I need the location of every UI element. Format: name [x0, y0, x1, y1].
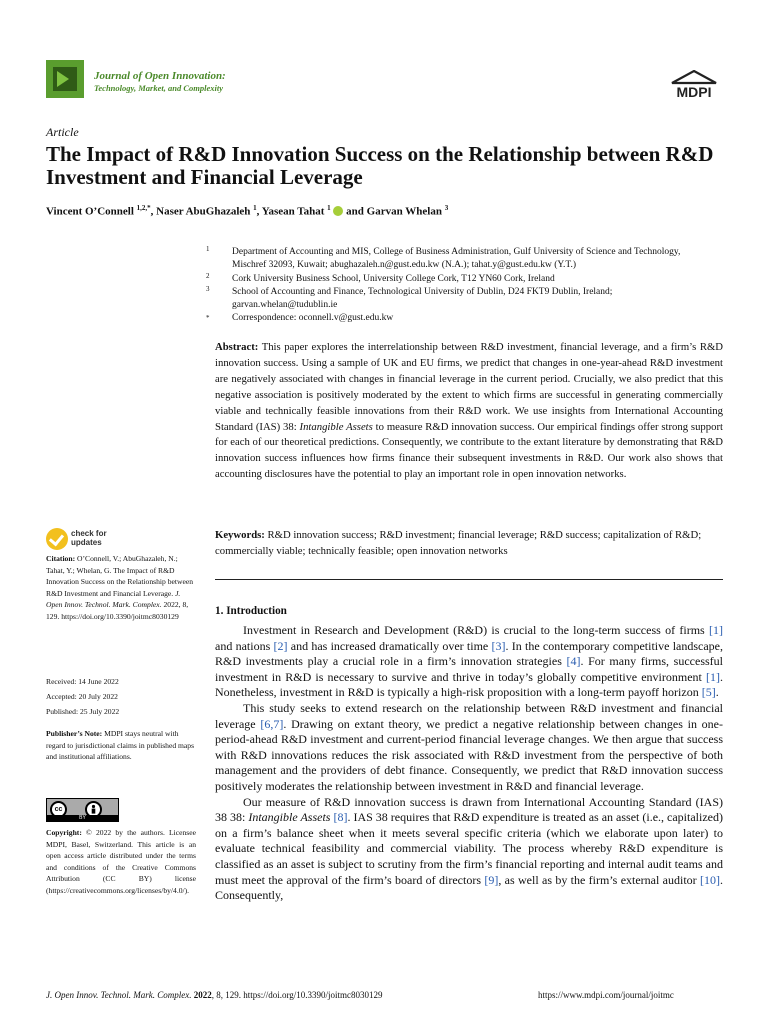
citation-link[interactable]: [1] — [706, 669, 720, 684]
footer-citation: J. Open Innov. Technol. Mark. Complex. 2022, 8, 129. https://doi.org/10.3390/joitmc8030129 — [46, 990, 383, 1000]
affiliation-item: 2 Cork University Business School, University College Cork, T12 YN60 Cork, Ireland — [206, 272, 555, 284]
author-name[interactable]: Garvan Whelan — [366, 205, 442, 218]
citation-doi-link[interactable]: 2022, 8, 129. https://doi.org/10.3390/joitmc8030129 — [46, 600, 189, 621]
affiliation-item: 3 School of Accounting and Finance, Technological University of Dublin, D24 FKT9 Dublin, Ireland; garvan.whelan@tudublin.ie — [206, 285, 613, 310]
citation-link[interactable]: [2] — [273, 638, 288, 653]
author-list: Vincent O’Connell $^{1,2,*}$, Naser AbuGhazaleh $^1$, Yasean Tahat $^1$ and Garvan Whelan $^3$ — [46, 204, 449, 218]
citation-link[interactable]: [8] — [333, 810, 348, 825]
orcid-icon[interactable] — [333, 206, 343, 216]
author-affiliation-mark: 1,2,* — [136, 204, 151, 212]
copyright-block: Copyright: © 2022 by the authors. Licensee MDPI, Basel, Switzerland. This article is an open access article distributed under the terms and conditions of the Creative Commons Attribution (CC BY) license (https://creativecommons.org/licenses/by/4.0/). — [46, 828, 196, 895]
author-name[interactable]: Vincent O’Connell — [46, 205, 134, 218]
citation-link[interactable]: [3] — [491, 638, 506, 653]
section-divider — [215, 579, 723, 580]
citation-link[interactable]: [6,7] — [260, 716, 284, 731]
paragraph: Investment in Research and Development (R&D) is crucial to the long-term success of firms [1] and nations [2] and has increased dramatically over time [3]. In the contemporary competitive landscape, R&D investments play a crucial role in a firm’s innovation strategies [4]. For many firms, successful investment in R&D is necessary to survive and thrive in today’s globally competitive environment [1]. Nonetheless, investment in R&D is typically a high-risk proposition with a long-term payoff horizon [5]. — [215, 623, 723, 700]
citation-link[interactable]: [10] — [700, 872, 721, 887]
citation-block: Citation: O’Connell, V.; AbuGhazaleh, N.; Tahat, Y.; Whelan, G. The Impact of R&D Innovation Success on the Relationship between R&D Investment and Financial Leverage. J. Open Innov. Technol. Mark. Complex. 2022, 8, 129. https://doi.org/10.3390/joitmc8030129 — [46, 554, 193, 621]
author-name[interactable]: Yasean Tahat — [261, 205, 325, 218]
publisher-note: Publisher’s Note: MDPI stays neutral with regard to jurisdictional claims in published maps and institutional affiliations. — [46, 729, 195, 762]
author-affiliation-mark: 3 — [444, 204, 449, 212]
author-affiliation-mark: 1 — [253, 204, 257, 212]
cc-license-badge[interactable]: cc BY — [46, 798, 119, 822]
paragraph: Our measure of R&D innovation success is drawn from International Accounting Standard (IAS) 38 38: Intangible Assets [8]. IAS 38 requires that R&D expenditure is treated as an asset (i.e., capitalized) on a firm’s balance sheet when it meets several specific criteria (which we elaborate upon later) to evaluate technical feasibility and commercial viability. The process whereby R&D expenditure is classified as an asset is subject to scrutiny from the firm’s financial reporting and internal audit teams and must meet the approval of the firm’s board of directors [9], as well as by the firm’s external auditor [10]. Consequently, — [215, 794, 724, 903]
mdpi-logo — [666, 70, 722, 100]
keywords-label: Keywords: — [215, 529, 265, 541]
check-icon — [46, 528, 68, 550]
journal-name: Journal of Open Innovation: — [94, 70, 226, 82]
affiliation-item: 1 Department of Accounting and MIS, College of Business Administration, Gulf University of Science and Technology, Mischref 32093, Kuwait; abughazaleh.n@gust.edu.kw (N.A.); tahat.y@gust.edu.kw (Y.T.) — [206, 245, 681, 270]
article-title: The Impact of R&D Innovation Success on the Relationship between R&D Investment and Financial Leverage — [46, 142, 714, 189]
introduction-body — [215, 623, 723, 904]
citation-link[interactable]: [1] — [709, 623, 723, 637]
article-type: Article — [46, 125, 79, 139]
citation-link[interactable]: [4] — [566, 654, 581, 669]
citation-link[interactable]: [9] — [484, 872, 499, 887]
published-date: Published: 25 July 2022 — [46, 707, 120, 716]
creative-commons-icon: cc — [50, 801, 67, 818]
abstract-label: Abstract: — [215, 341, 259, 353]
svg-text:MDPI: MDPI — [676, 84, 712, 100]
abstract: Abstract: This paper explores the interrelationship between R&D investment, financial leverage, and a firm’s R&D innovation success. Using a sample of UK and EU firms, we predict that changes in one-year-ahead R&D investment are negatively associated with changes in financial leverage in the current period. Crucially, we also predict that this negative association is positively moderated by the extent to which firms are successful in generating commercially viable and technically feasible innovations from their R&D work. We use insights from International Accounting Standard (IAS) 38: Intangible Assets to measure R&D innovation success. Our empirical findings offer strong support for each of our theoretical predictions. Consequently, we contribute to the extant literature by demonstrating that R&D innovation success influences how firms finance their subsequent investments in R&D. Our work also shows that accounting disclosures have the potential to play an important role in open innovation networks. — [215, 341, 723, 481]
keywords: Keywords: R&D innovation success; R&D investment; financial leverage; R&D success; capitalization of R&D; commercially viable; technically feasible; open innovation networks — [215, 529, 702, 557]
journal-subtitle: Technology, Market, and Complexity — [94, 83, 223, 93]
citation-link[interactable]: [5] — [701, 685, 716, 700]
correspondence: * Correspondence: oconnell.v@gust.edu.kw — [206, 313, 394, 323]
author-affiliation-mark: 1 — [327, 204, 331, 212]
journal-url-link[interactable]: https://www.mdpi.com/journal/joitmc — [538, 990, 674, 1000]
paragraph: This study seeks to extend research on the relationship between R&D investment and financial leverage [6,7]. Drawing on extant theory, we predict a negative relationship between changes in one-period-ahead R&D investment and current-period financial leverage changes. We then argue that success with R&D innovations reduces the risk associated with R&D investment from the perspective of both management and the providers of debt finance. Consequently, we predict that R&D innovation success positively moderates the relationship between investment in R&D and financial leverage. — [215, 700, 724, 793]
footer-doi-link[interactable]: , 8, 129. https://doi.org/10.3390/joitmc8030129 — [211, 990, 383, 1000]
author-name[interactable]: Naser AbuGhazaleh — [156, 205, 251, 218]
accepted-date: Accepted: 20 July 2022 — [46, 692, 118, 701]
journal-logo — [46, 60, 84, 98]
section-heading: 1. Introduction — [215, 605, 287, 617]
received-date: Received: 14 June 2022 — [46, 677, 119, 686]
